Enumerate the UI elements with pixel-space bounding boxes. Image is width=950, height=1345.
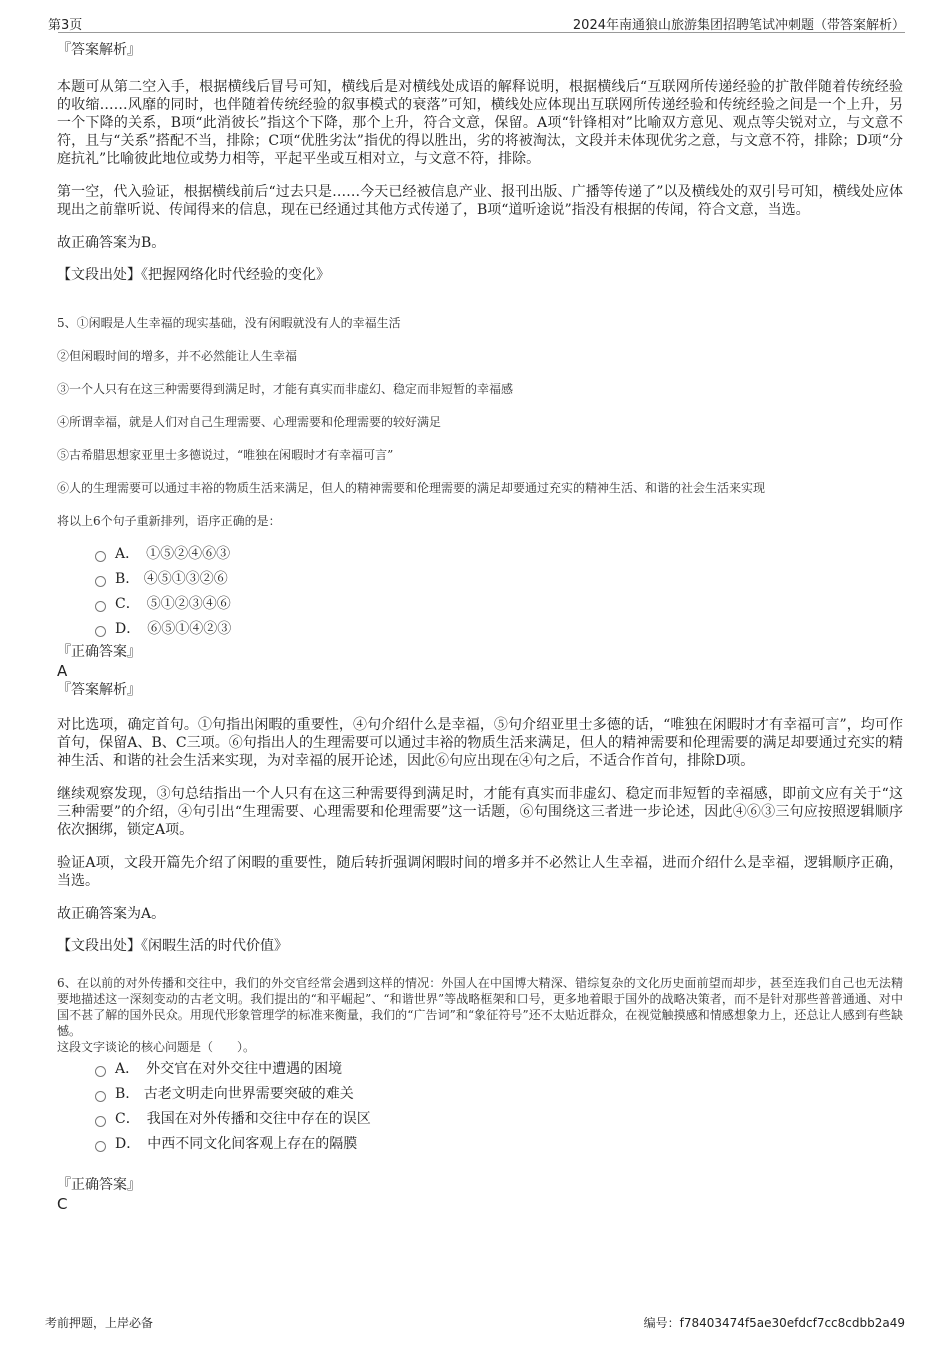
q5-source: 【文段出处】《闲暇生活的时代价值》 xyxy=(57,938,288,954)
q5-analysis-p2: 继续观察发现，③句总结指出一个人只有在这三种需要得到满足时，才能有真实而非虚幻、稳定而非短暂的幸福感，即前文应有关于“这三种需要”的介绍，④句引出“生理需要、心理需要和伦理需要”这一话题，⑥句围绕这三者进一步论述，因此④⑥③三句应按照逻辑顺序依次捆绑，锁定A项。 xyxy=(57,786,903,838)
q5-analysis-p3: 验证A项，文段开篇先介绍了闲暇的重要性，随后转折强调闲暇时间的增多并不必然让人生幸福，进而介绍什么是幸福，逻辑顺序正确，当选。 xyxy=(57,855,903,889)
option-label: B. 古老文明走向世界需要突破的难关 xyxy=(115,1086,354,1102)
q4-analysis-p1: 本题可从第二空入手，根据横线后冒号可知，横线后是对横线处成语的解释说明，根据横线后“互联网所传递经验的扩散伴随着传统经验的收缩……风靡的同时，也伴随着传统经验的叙事模式的衰落”可知，横线处应体现出互联网所传递经验和传统经验之间是一个上升，另一个下降的关系，B项“此消彼长”指这个下降，那个上升，符合文意，保留。A项“针锋相对”比喻双方意见、观点等尖锐对立，与文意不符，且与“关系”搭配不当，排除；C项“优胜劣汰”指优的得以胜出，劣的将被淘汰，文段并未体现优劣之意，与文意不符，排除；D项“分庭抗礼”比喻彼此地位或势力相等，平起平坐或互相对立，与文意不符，排除。 xyxy=(57,79,903,167)
q5-options xyxy=(95,542,903,642)
page-header xyxy=(48,10,905,33)
q6-stem: 6、在以前的对外传播和交往中，我们的外交官经常会遇到这样的情况：外国人在中国博大精深、错综复杂的文化历史面前望而却步，甚至连我们自己也无法精要地描述这一深刻变动的古老文明。我们提出的“和平崛起”、“和谐世界”等战略框架和口号，更多地着眼于国外的战略决策者，而不是针对那些普普通通、对中国不甚了解的国外民众。用现代形象管理学的标准来衡量，我们的“广告词”和“象征符号”还不太贴近群众，在视觉触摸感和情感想象力上，还总让人感到有些缺憾。 xyxy=(57,976,903,1038)
q4-analysis-p2: 第一空，代入验证，根据横线前后“过去只是……今天已经被信息产业、报刊出版、广播等传递了”以及横线处的双引号可知，横线处应体现出之前靠听说、传闻得来的信息，现在已经通过其他方式传递了，B项“道听途说”指没有根据的传闻，符合文意，当选。 xyxy=(57,184,903,218)
q5-analysis-p1: 对比选项，确定首句。①句指出闲暇的重要性，④句介绍什么是幸福，⑤句介绍亚里士多德的话，“唯独在闲暇时才有幸福可言”，均可作首句，保留A、B、C三项。⑥句指出人的生理需要可以通过丰裕的物质生活来满足，但人的精神需要和伦理需要的满足却要通过充实的精神生活、和谐的社会生活来实现，为对幸福的展开论述，因此⑥句应出现在④句之后，不适合作首句，排除D项。 xyxy=(57,717,903,769)
radio-icon[interactable] xyxy=(95,1091,106,1102)
document-title: 2024年南通狼山旅游集团招聘笔试冲刺题（带答案解析） xyxy=(572,18,905,33)
q5-sentence-4: ④所谓幸福，就是人们对自己生理需要、心理需要和伦理需要的较好满足 xyxy=(57,415,442,429)
footer-slogan: 考前押题，上岸必备 xyxy=(45,1316,154,1330)
q6-options xyxy=(95,1057,903,1157)
q6-prompt: 这段文字谈论的核心问题是（ ）。 xyxy=(57,1040,256,1054)
option-label: D． ⑥⑤①④②③ xyxy=(115,621,232,637)
page-number: 第3页 xyxy=(48,18,83,33)
q5-option-d[interactable] xyxy=(95,617,903,642)
q5-conclusion: 故正确答案为A。 xyxy=(57,906,166,922)
q5-sentence-5: ⑤古希腊思想家亚里士多德说过，“唯独在闲暇时才有幸福可言” xyxy=(57,448,394,462)
q6-answer-label: 『正确答案』 xyxy=(57,1177,141,1193)
page-footer xyxy=(45,1314,905,1334)
page-content xyxy=(57,40,903,1213)
radio-icon[interactable] xyxy=(95,1141,106,1152)
radio-icon[interactable] xyxy=(95,626,106,637)
q6-option-c[interactable] xyxy=(95,1107,903,1132)
option-label: D． 中西不同文化间客观上存在的隔膜 xyxy=(115,1136,358,1152)
q5-sentence-3: ③一个人只有在这三种需要得到满足时，才能有真实而非虚幻、稳定而非短暂的幸福感 xyxy=(57,382,514,396)
radio-icon[interactable] xyxy=(95,1066,106,1077)
footer-doc-id: 编号：f78403474f5ae30efdcf7cc8cdbb2a49 xyxy=(643,1316,905,1330)
radio-icon[interactable] xyxy=(95,601,106,612)
radio-icon[interactable] xyxy=(95,576,106,587)
q5-sentence-2: ②但闲暇时间的增多，并不必然能让人生幸福 xyxy=(57,349,298,363)
q6-answer: C xyxy=(57,1195,68,1213)
option-label: A． 外交官在对外交往中遭遇的困境 xyxy=(115,1061,343,1077)
q5-analysis-label: 『答案解析』 xyxy=(57,682,141,698)
q4-source: 【文段出处】《把握网络化时代经验的变化》 xyxy=(57,267,330,283)
radio-icon[interactable] xyxy=(95,1116,106,1127)
q6-option-d[interactable] xyxy=(95,1132,903,1157)
option-label: C． ⑤①②③④⑥ xyxy=(115,596,231,612)
option-label: A． ①⑤②④⑥③ xyxy=(115,546,231,562)
q4-conclusion: 故正确答案为B。 xyxy=(57,235,166,251)
option-label: C． 我国在对外传播和交往中存在的误区 xyxy=(115,1111,371,1127)
radio-icon[interactable] xyxy=(95,551,106,562)
q5-prompt: 将以上6个句子重新排列，语序正确的是： xyxy=(57,514,281,528)
q6-option-b[interactable] xyxy=(95,1082,903,1107)
q5-sentence-1: 5、①闲暇是人生幸福的现实基础，没有闲暇就没有人的幸福生活 xyxy=(57,316,401,330)
q5-answer: A xyxy=(57,662,68,680)
q5-sentence-6: ⑥人的生理需要可以通过丰裕的物质生活来满足，但人的精神需要和伦理需要的满足却要通过充实的精神生活、和谐的社会生活来实现 xyxy=(57,481,766,495)
q5-answer-label: 『正确答案』 xyxy=(57,644,141,660)
q4-analysis-label: 『答案解析』 xyxy=(57,42,141,58)
q5-option-c[interactable] xyxy=(95,592,903,617)
q5-option-a[interactable] xyxy=(95,542,903,567)
option-label: B. ④⑤①③②⑥ xyxy=(115,571,228,587)
q5-option-b[interactable] xyxy=(95,567,903,592)
q6-option-a[interactable] xyxy=(95,1057,903,1082)
